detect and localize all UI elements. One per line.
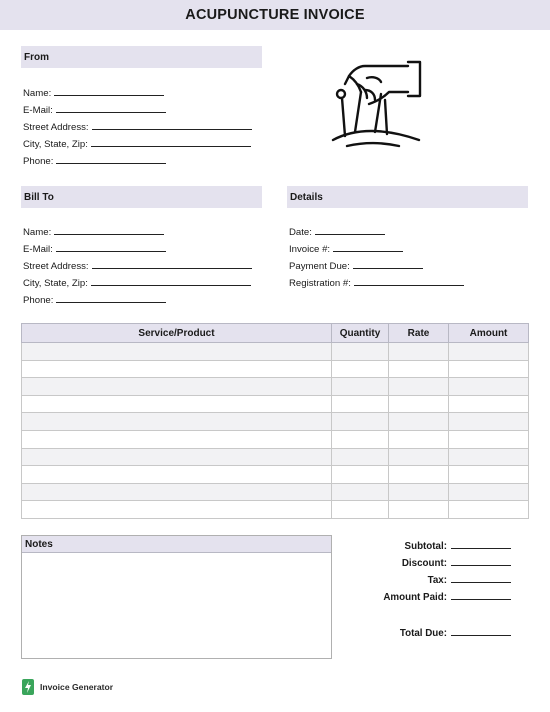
- table-cell[interactable]: [389, 395, 449, 413]
- brand-footer: [22, 679, 113, 695]
- table-cell[interactable]: [22, 395, 332, 413]
- page-title: ACUPUNCTURE INVOICE: [185, 7, 365, 23]
- table-row: [22, 483, 529, 501]
- date-field[interactable]: Date:: [289, 226, 385, 239]
- table-cell[interactable]: [332, 483, 389, 501]
- table-row: [22, 360, 529, 378]
- table-cell[interactable]: [449, 413, 529, 431]
- from-phone-field[interactable]: Phone:: [23, 155, 166, 168]
- table-cell[interactable]: [22, 430, 332, 448]
- bill-street-field[interactable]: Street Address:: [23, 260, 252, 273]
- items-body: [22, 343, 529, 519]
- table-cell[interactable]: [332, 466, 389, 484]
- bill-city-field[interactable]: City, State, Zip:: [23, 277, 251, 290]
- table-cell[interactable]: [449, 430, 529, 448]
- table-cell[interactable]: [22, 466, 332, 484]
- table-cell[interactable]: [389, 378, 449, 396]
- table-cell[interactable]: [22, 360, 332, 378]
- table-row: [22, 466, 529, 484]
- table-cell[interactable]: [22, 378, 332, 396]
- table-cell[interactable]: [449, 466, 529, 484]
- table-cell[interactable]: [332, 413, 389, 431]
- from-name-field[interactable]: Name:: [23, 87, 164, 100]
- col-amount: Amount: [449, 324, 529, 343]
- invoice-number-field[interactable]: Invoice #:: [289, 243, 403, 256]
- table-cell[interactable]: [332, 501, 389, 519]
- table-cell[interactable]: [389, 501, 449, 519]
- table-header-row: [22, 324, 529, 343]
- table-cell[interactable]: [449, 378, 529, 396]
- col-quantity: Quantity: [332, 324, 389, 343]
- table-row: [22, 448, 529, 466]
- table-cell[interactable]: [22, 343, 332, 361]
- subtotal-field[interactable]: Subtotal:: [405, 540, 511, 552]
- table-row: [22, 343, 529, 361]
- from-email-field[interactable]: E-Mail:: [23, 104, 166, 117]
- table-cell[interactable]: [389, 483, 449, 501]
- table-cell[interactable]: [449, 395, 529, 413]
- details-heading: Details: [287, 186, 528, 208]
- table-cell[interactable]: [449, 360, 529, 378]
- table-cell[interactable]: [449, 501, 529, 519]
- table-cell[interactable]: [389, 430, 449, 448]
- table-cell[interactable]: [22, 448, 332, 466]
- discount-field[interactable]: Discount:: [402, 557, 511, 569]
- acupuncture-hand-icon: [325, 58, 425, 148]
- table-row: [22, 430, 529, 448]
- title-bar: [0, 0, 550, 30]
- table-cell[interactable]: [449, 343, 529, 361]
- table-cell[interactable]: [22, 483, 332, 501]
- table-row: [22, 501, 529, 519]
- table-cell[interactable]: [332, 395, 389, 413]
- payment-due-field[interactable]: Payment Due:: [289, 260, 423, 273]
- table-cell[interactable]: [332, 448, 389, 466]
- table-row: [22, 413, 529, 431]
- registration-field[interactable]: Registration #:: [289, 277, 464, 290]
- from-street-field[interactable]: Street Address:: [23, 121, 252, 134]
- table-cell[interactable]: [389, 413, 449, 431]
- bill-email-field[interactable]: E-Mail:: [23, 243, 166, 256]
- total-due-field[interactable]: Total Due:: [400, 627, 511, 639]
- table-cell[interactable]: [389, 360, 449, 378]
- col-service-product: Service/Product: [22, 324, 332, 343]
- brand-name: Invoice Generator: [40, 682, 114, 692]
- table-row: [22, 378, 529, 396]
- notes-box[interactable]: [21, 535, 332, 659]
- table-cell[interactable]: [449, 448, 529, 466]
- table-cell[interactable]: [22, 413, 332, 431]
- table-cell[interactable]: [389, 343, 449, 361]
- col-rate: Rate: [389, 324, 449, 343]
- table-cell[interactable]: [332, 360, 389, 378]
- from-city-field[interactable]: City, State, Zip:: [23, 138, 251, 151]
- lightning-bolt-icon: [22, 679, 34, 695]
- table-cell[interactable]: [389, 466, 449, 484]
- table-cell[interactable]: [332, 378, 389, 396]
- items-table: [21, 323, 529, 519]
- amount-paid-field[interactable]: Amount Paid:: [383, 591, 511, 603]
- tax-field[interactable]: Tax:: [428, 574, 511, 586]
- table-cell[interactable]: [389, 448, 449, 466]
- bill-to-heading: Bill To: [21, 186, 262, 208]
- from-heading: From: [21, 46, 262, 68]
- table-cell[interactable]: [332, 343, 389, 361]
- bill-phone-field[interactable]: Phone:: [23, 294, 166, 307]
- table-cell[interactable]: [449, 483, 529, 501]
- table-cell[interactable]: [22, 501, 332, 519]
- notes-heading: Notes: [22, 536, 331, 553]
- table-cell[interactable]: [332, 430, 389, 448]
- bill-name-field[interactable]: Name:: [23, 226, 164, 239]
- table-row: [22, 395, 529, 413]
